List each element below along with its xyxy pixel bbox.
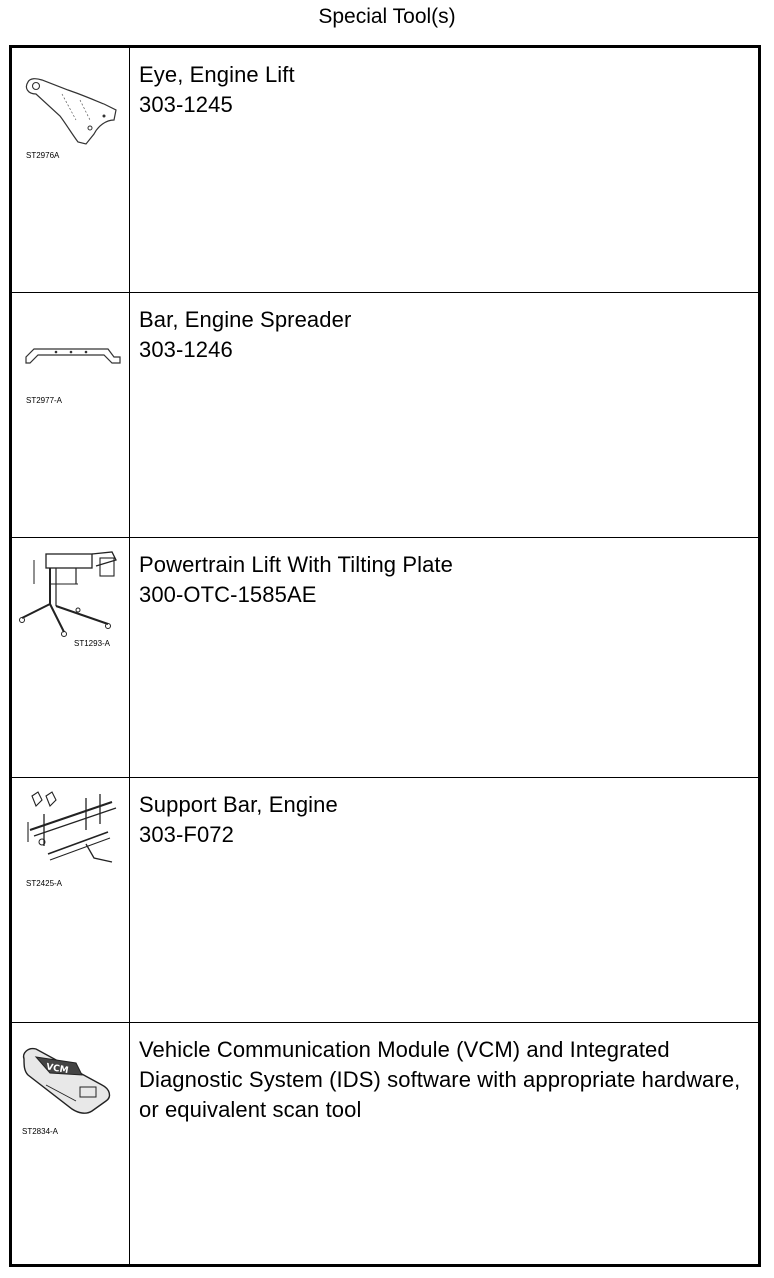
tool-description-cell xyxy=(130,48,758,292)
engine-support-bar-icon xyxy=(16,784,124,884)
engine-spreader-bar-icon xyxy=(16,299,124,399)
page-title: Special Tool(s) xyxy=(318,5,456,28)
figure-label: ST2834-A xyxy=(22,1127,59,1136)
tool-name: Support Bar, Engine xyxy=(139,792,338,817)
tool-name: Bar, Engine Spreader xyxy=(139,307,352,332)
tool-row xyxy=(12,1023,758,1264)
tool-description-cell xyxy=(130,778,758,1022)
figure-label: ST1293-A xyxy=(74,639,111,648)
vcm-scan-tool-icon xyxy=(16,1029,124,1129)
tool-part-number: 303-1246 xyxy=(139,337,233,362)
special-tools-table xyxy=(9,45,761,1267)
tool-name: Vehicle Communication Module (VCM) and Integrated Diagnostic System (IDS) software with appropriate hardware, or equivalent scan tool xyxy=(139,1037,747,1122)
figure-label: ST2977-A xyxy=(26,396,63,405)
tool-image-cell xyxy=(12,778,130,1022)
tool-image-cell xyxy=(12,1023,130,1264)
tool-description-cell xyxy=(130,538,758,777)
tool-name: Powertrain Lift With Tilting Plate xyxy=(139,552,453,577)
tool-row xyxy=(12,48,758,293)
tool-row xyxy=(12,538,758,778)
tool-part-number: 300-OTC-1585AE xyxy=(139,582,317,607)
tool-description-cell xyxy=(130,293,758,537)
engine-lift-eye-icon xyxy=(16,54,124,154)
tool-row xyxy=(12,293,758,538)
powertrain-lift-icon xyxy=(16,544,124,644)
tool-image-cell xyxy=(12,293,130,537)
figure-label: ST2976A xyxy=(26,151,60,160)
vcm-label: VCM xyxy=(45,1062,70,1077)
tool-row xyxy=(12,778,758,1023)
tool-image-cell xyxy=(12,538,130,777)
tool-name: Eye, Engine Lift xyxy=(139,62,295,87)
tool-part-number: 303-1245 xyxy=(139,92,233,117)
tool-description-cell xyxy=(130,1023,758,1264)
tool-part-number: 303-F072 xyxy=(139,822,234,847)
tool-image-cell xyxy=(12,48,130,292)
figure-label: ST2425-A xyxy=(26,879,63,888)
